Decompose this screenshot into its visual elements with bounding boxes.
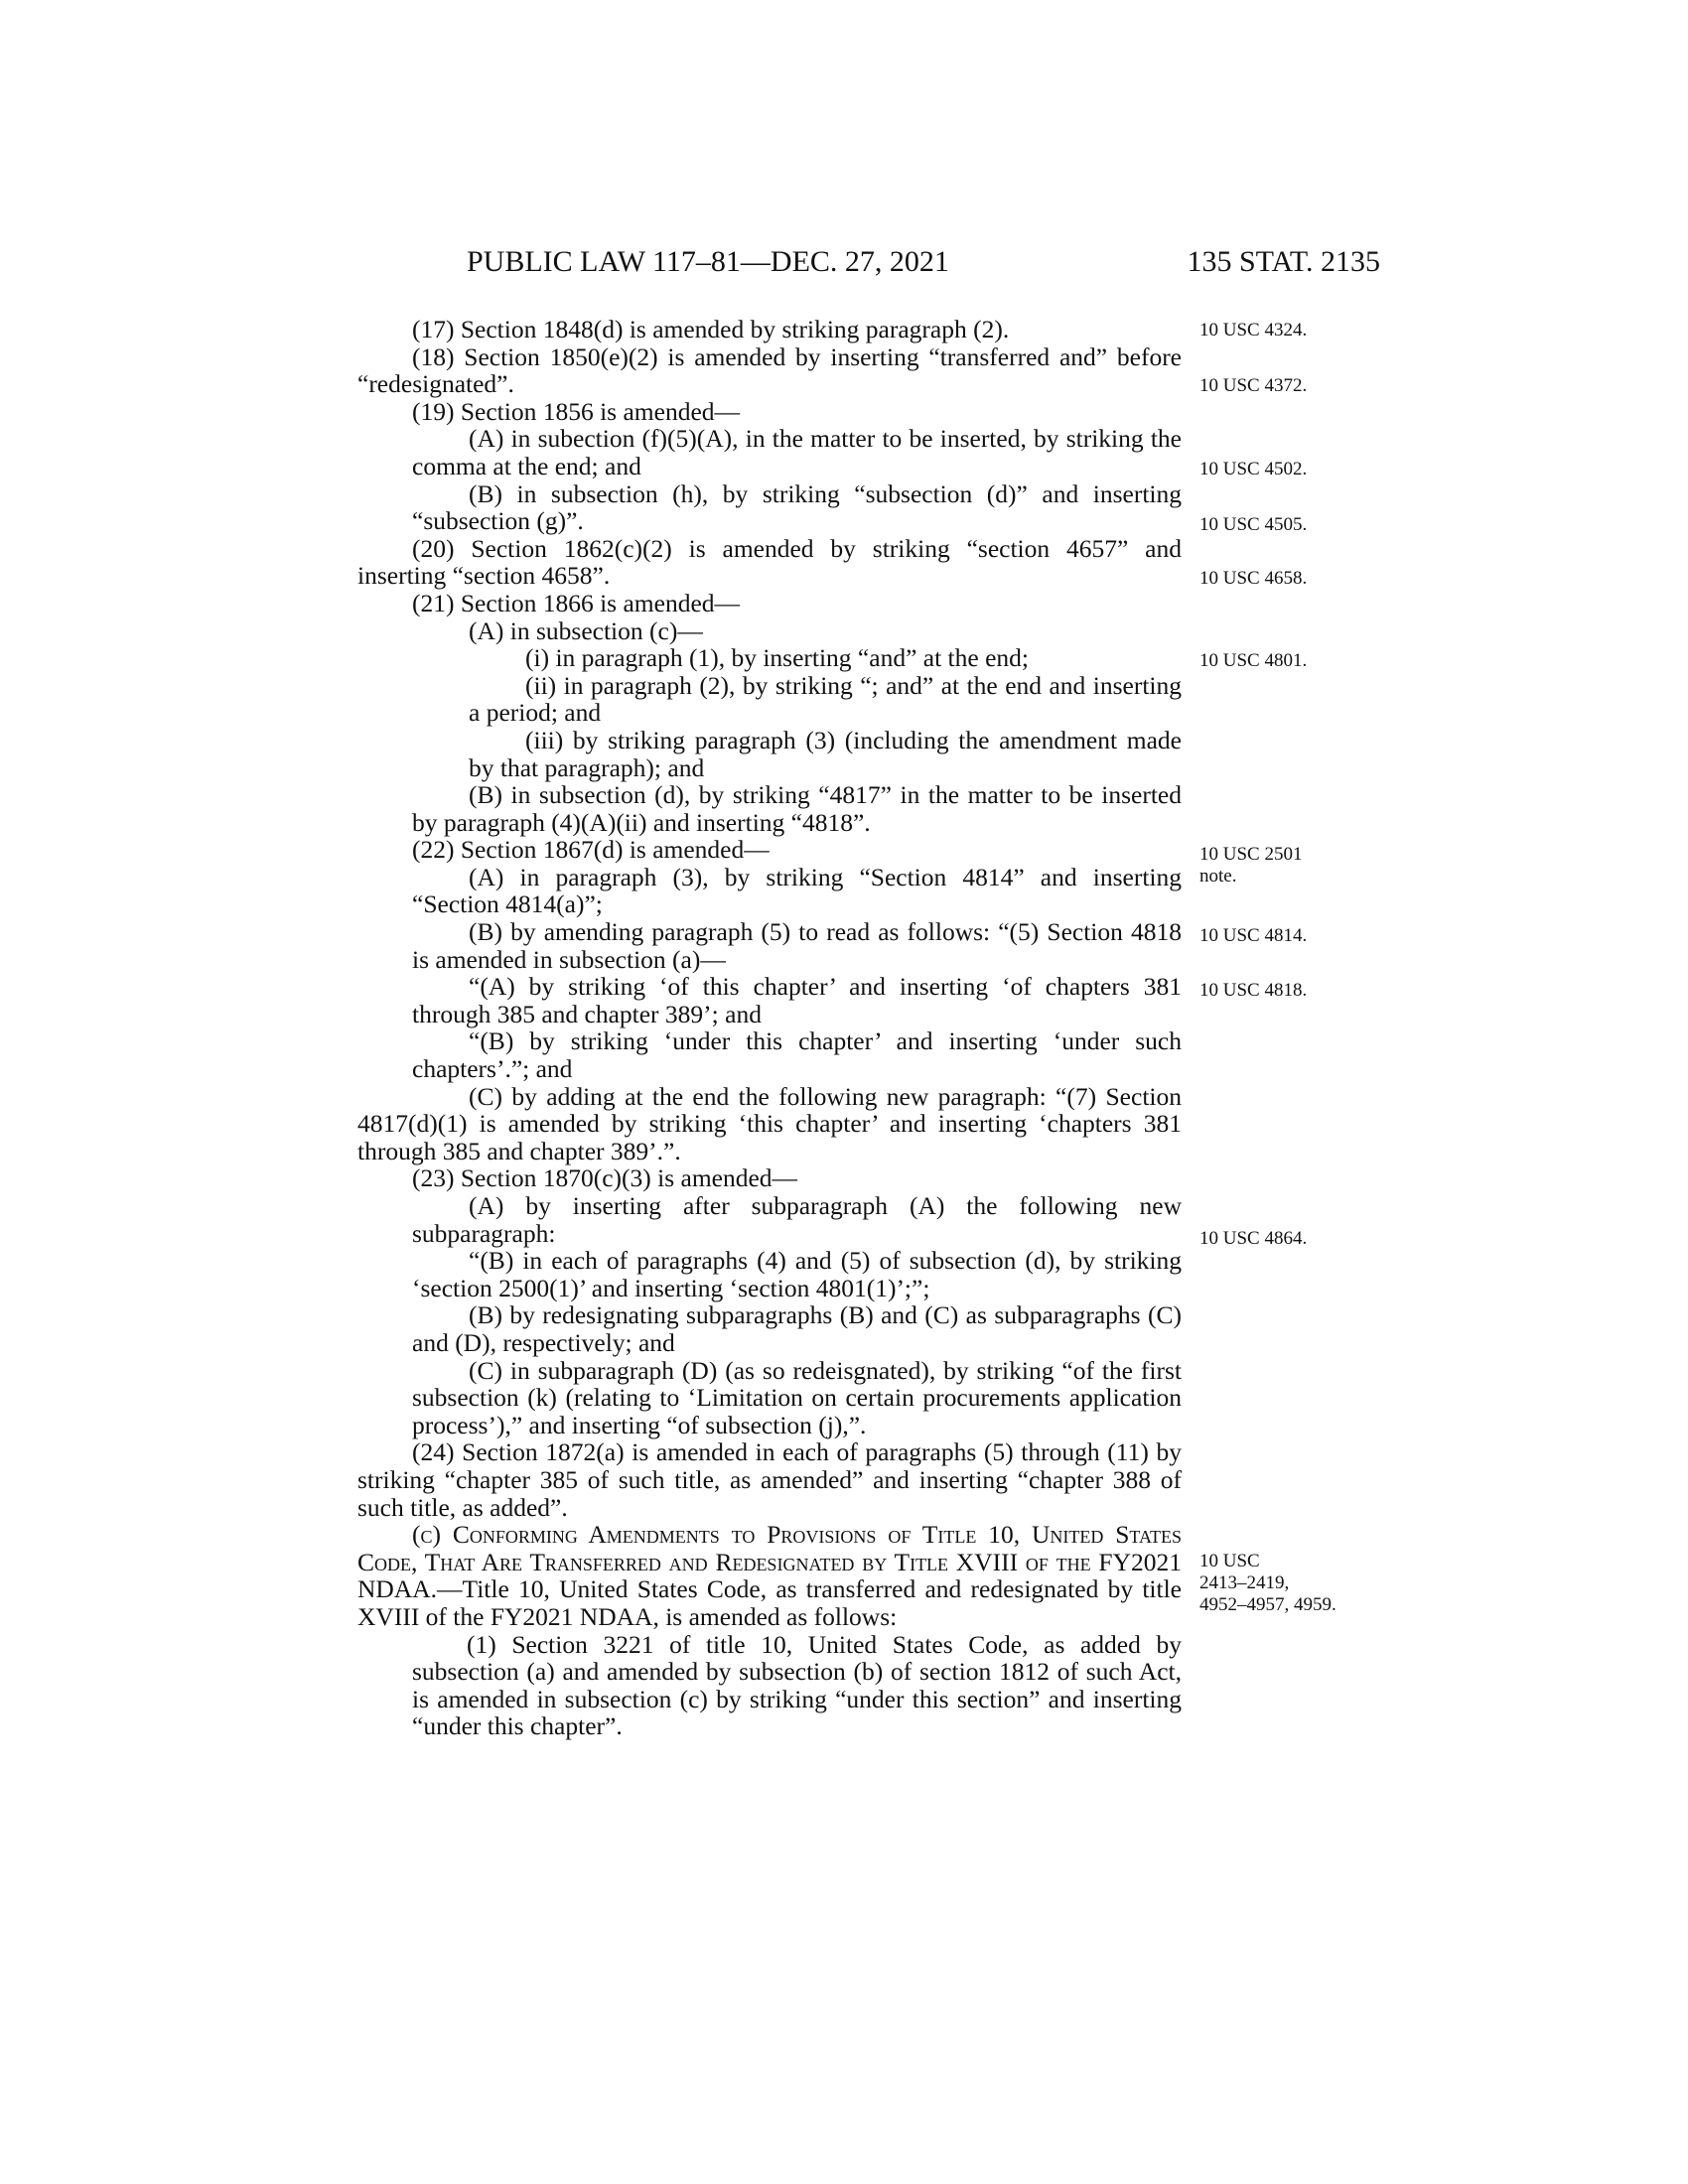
paragraph-22-c: (C) by adding at the end the following new paragraph: “(7) Section 4817(d)(1) is amended by striking ‘this chapter’ and inserting ‘chapters 381 through 385 and chapter 389’.”. xyxy=(357,1081,1182,1165)
paragraph-22-a: (A) in paragraph (3), by striking “Section 4814” and inserting “Section 4814(a)”; xyxy=(412,862,1182,919)
margin-note: 10 USC 4372. xyxy=(1199,375,1308,396)
margin-note: 10 USC 4502. xyxy=(1199,459,1308,479)
paragraph-23-a: (A) by inserting after subparagraph (A) the following new subparagraph: xyxy=(412,1191,1182,1248)
subsection-c-heading: (c) Conforming Amendments to Provisions of Title 10, United States Code, That Are Transferred and Redesignated by Title XVIII of the FY2021 NDAA. xyxy=(357,1520,1182,1604)
paragraph-19-b: (B) in subsection (h), by striking “subsection (d)” and inserting “subsection (g)”. xyxy=(412,478,1182,536)
margin-note: 10 USC xyxy=(1199,1551,1260,1571)
paragraph-21-a-i: (i) in paragraph (1), by inserting “and” at the end; xyxy=(525,643,1029,673)
margin-note: note. xyxy=(1199,866,1237,887)
paragraph-21-a-ii: (ii) in paragraph (2), by striking “; and” at the end and inserting a period; and xyxy=(469,670,1182,728)
margin-note: 10 USC 4801. xyxy=(1199,650,1308,671)
paragraph-17: (17) Section 1848(d) is amended by striking paragraph (2). xyxy=(412,315,1010,343)
paragraph-18: (18) Section 1850(e)(2) is amended by inserting “transferred and” before “redesignated”. xyxy=(357,341,1182,399)
margin-note: 10 USC 2501 xyxy=(1199,844,1303,865)
margin-note: 10 USC 4505. xyxy=(1199,514,1308,535)
paragraph-23: (23) Section 1870(c)(3) is amended— xyxy=(412,1163,798,1193)
paragraph-19-a: (A) in subection (f)(5)(A), in the matter to be inserted, by striking the comma at the end; and xyxy=(412,424,1182,480)
statute-page-number: 135 STAT. 2135 xyxy=(1187,245,1380,278)
paragraph-20: (20) Section 1862(c)(2) is amended by striking “section 4657” and inserting “section 4658”. xyxy=(357,533,1182,591)
margin-note: 10 USC 4818. xyxy=(1199,980,1308,1001)
margin-note: 10 USC 4658. xyxy=(1199,568,1308,589)
paragraph-21-a-iii: (iii) by striking paragraph (3) (including the amendment made by that paragraph); and xyxy=(469,725,1182,782)
paragraph-19: (19) Section 1856 is amended— xyxy=(412,396,741,426)
public-law-citation: PUBLIC LAW 117–81—DEC. 27, 2021 xyxy=(467,245,949,278)
paragraph-23-c: (C) in subparagraph (D) (as so redeisgnated), by striking “of the first subsection (k) (relating to ‘Limitation on certain procurements application process’),” and inserting “of subsection (j),”. xyxy=(412,1355,1182,1439)
subsection-c-text: —Title 10, United States Code, as transferred and redesignated by title XVIII of the FY2021 NDAA, is amended as follows: xyxy=(357,1574,1182,1631)
paragraph-23-b: (B) by redesignating subparagraphs (B) and (C) as subparagraphs (C) and (D), respectively; and xyxy=(412,1300,1182,1357)
paragraph-22: (22) Section 1867(d) is amended— xyxy=(412,835,770,865)
subsection-c-paragraph-1: (1) Section 3221 of title 10, United States Code, as added by subsection (a) and amended by subsection (b) of section 1812 of such Act, is amended in subsection (c) by striking “under this section” and inserting “under this chapter”. xyxy=(412,1629,1182,1741)
subsection-c xyxy=(357,1521,1182,1630)
margin-note: 10 USC 4324. xyxy=(1199,320,1308,341)
paragraph-21: (21) Section 1866 is amended— xyxy=(412,588,741,617)
quoted-subparagraph-b: “(B) by striking ‘under this chapter’ and inserting ‘under such chapters’.”; and xyxy=(412,1026,1182,1084)
paragraph-22-b: (B) by amending paragraph (5) to read as follows: “(5) Section 4818 is amended in subsection (a)— xyxy=(412,917,1182,974)
margin-note: 10 USC 4864. xyxy=(1199,1228,1308,1249)
paragraph-24: (24) Section 1872(a) is amended in each of paragraphs (5) through (11) by striking “chapter 385 of such title, as amended” and inserting “chapter 388 of such title, as added”. xyxy=(357,1437,1182,1522)
page-header xyxy=(467,245,1380,279)
quoted-subparagraph-a: “(A) by striking ‘of this chapter’ and inserting ‘of chapters 381 through 385 and chapter 389’; and xyxy=(412,972,1182,1028)
quoted-subparagraph-23-b: “(B) in each of paragraphs (4) and (5) of subsection (d), by striking ‘section 2500(1)’ and inserting ‘section 4801(1)’;”; xyxy=(412,1246,1182,1302)
margin-note: 4952–4957, 4959. xyxy=(1199,1594,1336,1615)
margin-note: 2413–2419, xyxy=(1199,1572,1290,1593)
paragraph-21-b: (B) in subsection (d), by striking “4817” in the matter to be inserted by paragraph (4)(A)(ii) and inserting “4818”. xyxy=(412,780,1182,837)
margin-note: 10 USC 4814. xyxy=(1199,925,1308,946)
paragraph-21-a: (A) in subsection (c)— xyxy=(469,615,703,645)
document-body xyxy=(357,316,1182,1740)
